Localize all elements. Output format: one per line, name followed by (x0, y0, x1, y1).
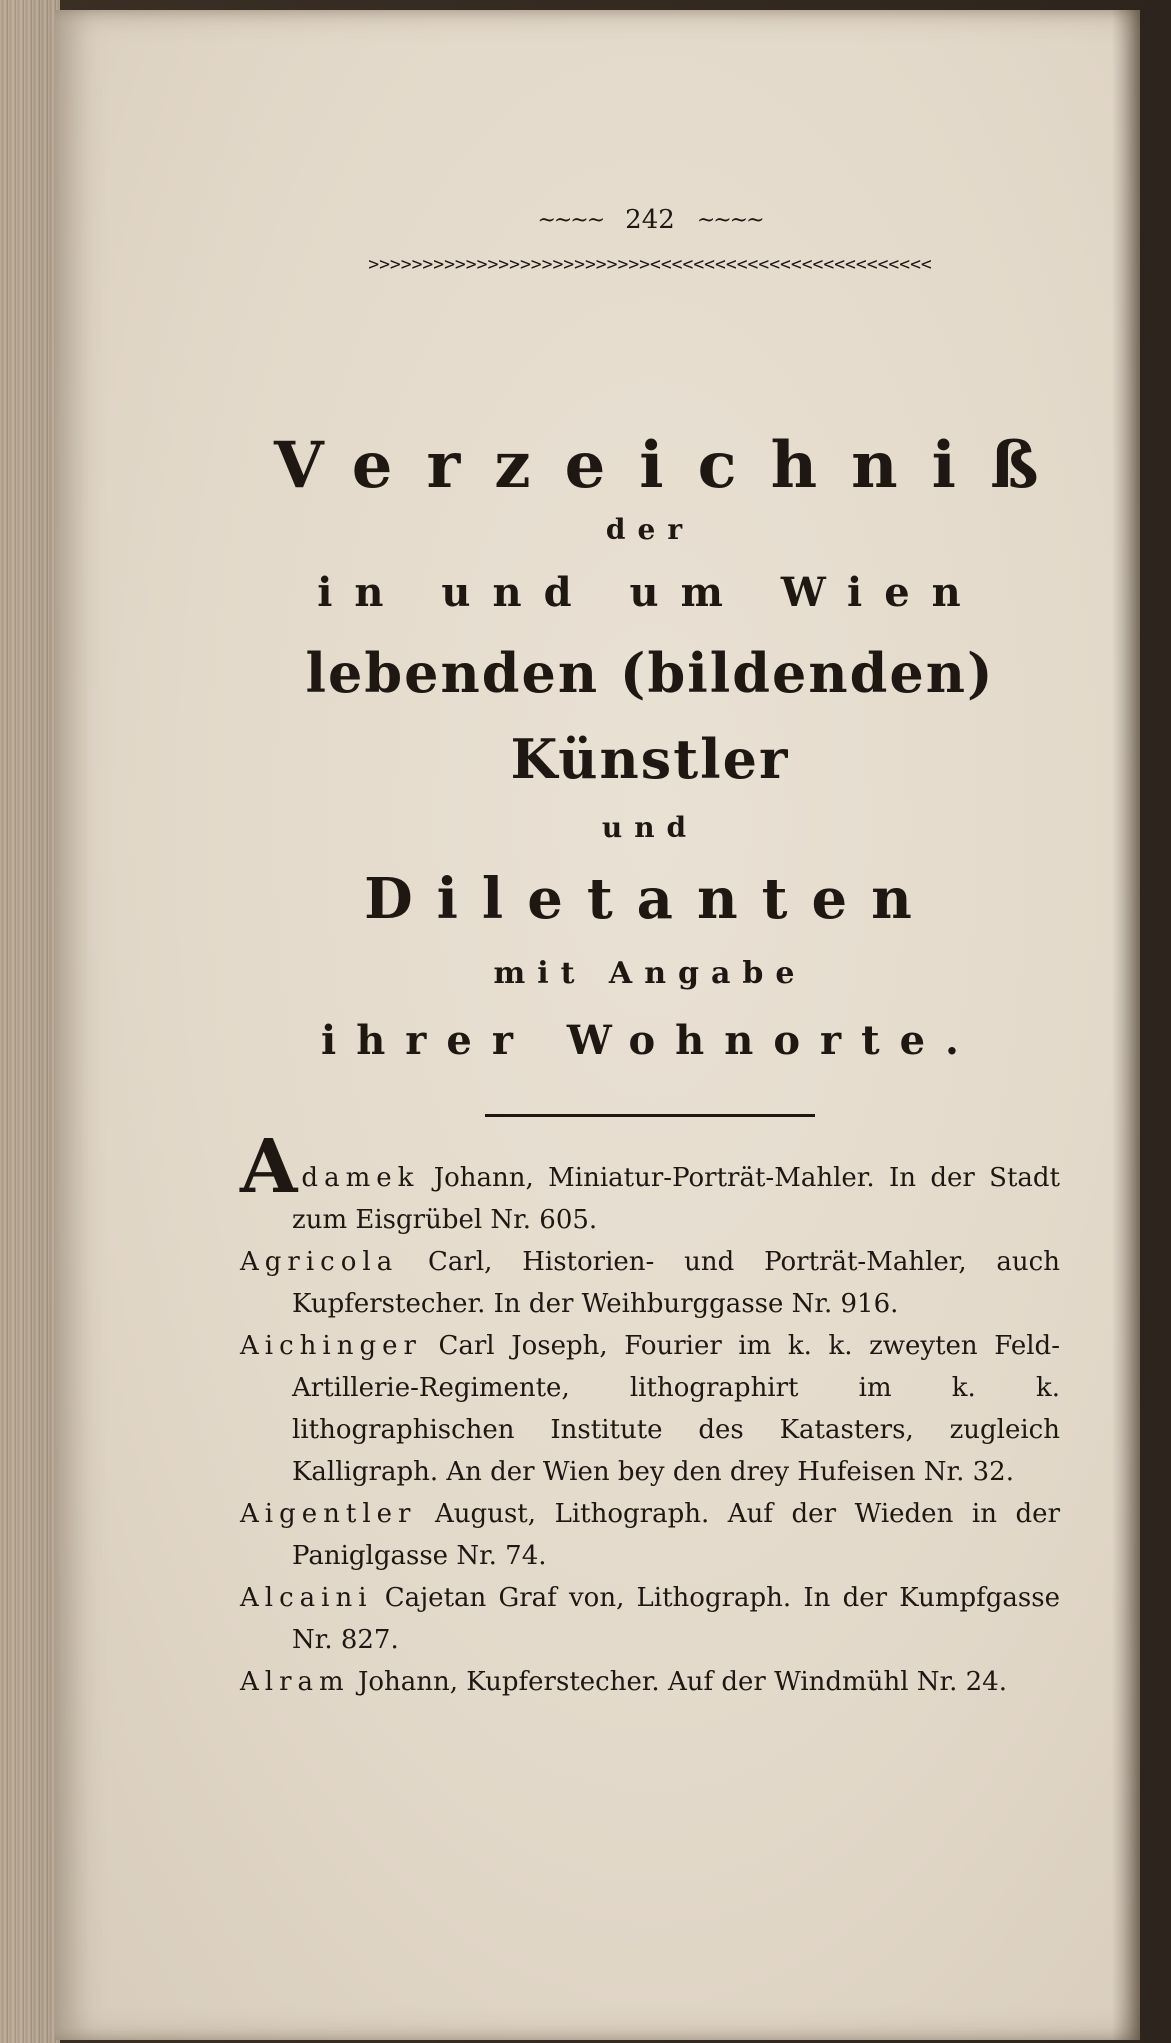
wave-ornament-right: ~~~~ (696, 207, 763, 233)
entry-text: Johann, Miniatur-Porträt-Mahler. In der Stadt zum Eisgrübel Nr. 605. (292, 1163, 1060, 1235)
title-line-7: mit Angabe (493, 956, 807, 991)
title-line-6: Diletanten (364, 866, 936, 932)
entry-name: Aichinger (240, 1331, 422, 1361)
title-line-5: und (601, 811, 699, 844)
divider-rule (485, 1114, 815, 1117)
title-line-3: in und um Wien (317, 569, 983, 616)
spine-shadow (1112, 10, 1140, 2040)
title-line-8: ihrer Wohnorte. (321, 1017, 979, 1064)
wave-ornament-left: ~~~~ (537, 207, 604, 233)
list-item (240, 1577, 1060, 1661)
running-head (240, 200, 1060, 240)
page-content (240, 200, 1073, 1703)
drop-cap: A (240, 1124, 298, 1210)
entry-text: August, Lithograph. Auf der Wieden in der Paniglgasse Nr. 74. (292, 1499, 1060, 1571)
list-item (240, 1124, 1060, 1241)
entry-name: Alcaini (240, 1583, 373, 1613)
entry-list (240, 1124, 1060, 1703)
entry-name: Aigentler (240, 1499, 417, 1529)
list-item (240, 1661, 1060, 1703)
entry-name: damek (301, 1163, 420, 1193)
title-block (240, 428, 1073, 1078)
title-line-1: Verzeichniß (274, 428, 1073, 503)
entry-text: Johann, Kupferstecher. Auf der Windmühl Nr. 24. (349, 1667, 1007, 1697)
entry-text: Cajetan Graf von, Lithograph. In der Kumpfgasse Nr. 827. (292, 1583, 1060, 1655)
list-item (240, 1325, 1060, 1493)
page-number: 242 (625, 205, 675, 235)
ornament-rule: >>>>>>>>>>>>>>>>>>>>>>>>>><<<<<<<<<<<<<<<<<<<<<<<<<< (368, 254, 932, 275)
list-item (240, 1493, 1060, 1577)
entry-text: Carl, Historien- und Porträt-Mahler, auch Kupferstecher. In der Weihburggasse Nr. 916. (292, 1247, 1060, 1319)
title-line-4: lebenden (bildenden) Künstler (305, 641, 995, 791)
entry-name: Agricola (240, 1247, 399, 1277)
page-edges (0, 0, 60, 2043)
entry-name: Alram (240, 1667, 350, 1697)
entry-text: Carl Joseph, Fourier im k. k. zweyten Feld-Artillerie-Regimente, lithographirt im k. k. lithographischen Institute des Katasters, zugleich Kalligraph. An der Wien bey den drey Hufeisen Nr. 32. (292, 1331, 1060, 1487)
list-item (240, 1241, 1060, 1325)
title-line-2: der (605, 513, 695, 546)
